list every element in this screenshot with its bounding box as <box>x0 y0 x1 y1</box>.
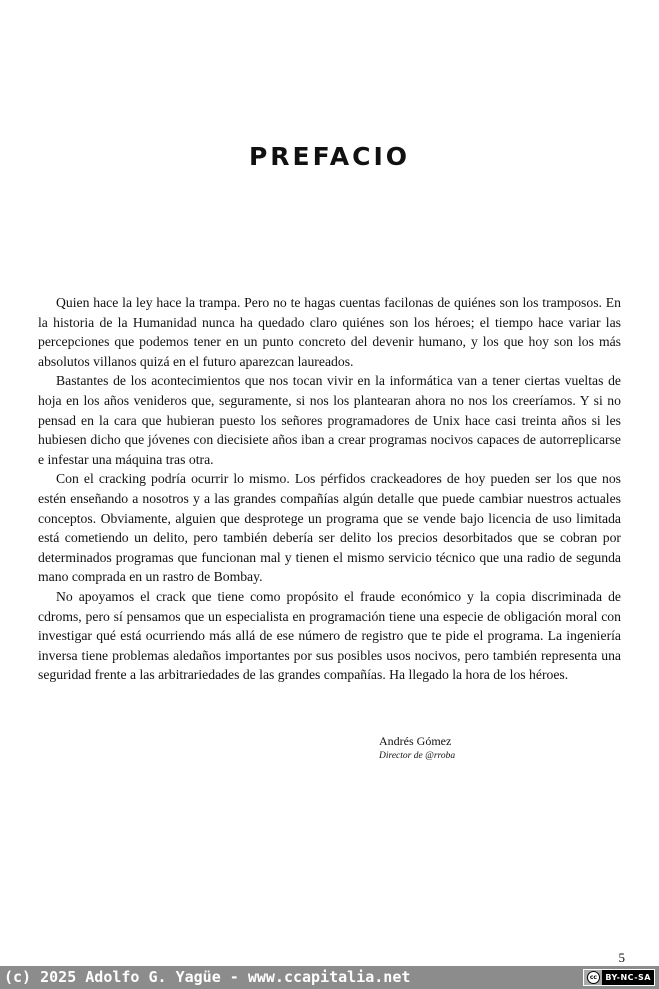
signature-block <box>379 733 619 763</box>
paragraph: Quien hace la ley hace la trampa. Pero no te hagas cuentas facilonas de quiénes son los tramposos. En la historia de la Humanidad nunca ha quedado claro quiénes son los héroes; el tiempo hace variar las percepciones que podemos tener en un punto concreto del devenir humano, y los que hoy son los más absolutos villanos quizá en el futuro aparezcan laureados. <box>38 295 621 369</box>
paragraph: No apoyamos el crack que tiene como propósito el fraude económico y la copia discriminada de cdroms, pero sí pensamos que un especialista en programación tiene una especie de obligación moral con investigar qué está ocurriendo más allá de ese número de registro que te pide el programa. La ingeniería inversa tiene problemas aledaños importantes por sus posibles usos nocivos, pero también representa una seguridad frente a las arbitrariedades de las grandes compañías. Ha llegado la hora de los héroes. <box>38 588 621 683</box>
cc-license-badge <box>583 969 655 986</box>
paragraph: Bastantes de los acontecimientos que nos tocan vivir en la informática van a tener ciertas vueltas de hoja en los años venideros que, seguramente, si nos los plantearan ahora no nos los creeríamos. Y si no pensad en la cara que hubieran puesto los señores programadores de Unix hace casi treinta años si les hubiesen dicho que jóvenes con diecisiete años iban a crear programas nocivos capaces de autorreplicarse e infestar una máquina tras otra. <box>38 373 621 467</box>
cc-logo-icon: cc <box>584 970 602 985</box>
page-title: PREFACIO <box>248 142 411 171</box>
page-number: 5 <box>618 950 625 965</box>
paragraph: Con el cracking podría ocurrir lo mismo. Los pérfidos crackeadores de hoy pueden ser los que nos estén enseñando a nosotros y a las grandes compañías algún detalle que puede cambiar nuestros actuales conceptos. Obviamente, alguien que desprotege un programa que se vende bajo licencia de uso limitada está cometiendo un delito, pero también debería ser delito los precios desorbitados que se cobran por determinados programas que funcionan mal y tienen el mismo servicio técnico que una radio de segunda mano comprada en un rastro de Bombay. <box>38 471 621 585</box>
preface-body <box>38 293 621 685</box>
copyright-notice: (c) 2025 Adolfo G. Yagüe - www.ccapitalia.net <box>4 968 411 986</box>
author-name: Andrés Gómez <box>379 734 452 748</box>
author-role: Director de @rroba <box>379 751 456 761</box>
license-terms: BY-NC-SA <box>605 973 651 982</box>
watermark-footer <box>0 966 659 989</box>
